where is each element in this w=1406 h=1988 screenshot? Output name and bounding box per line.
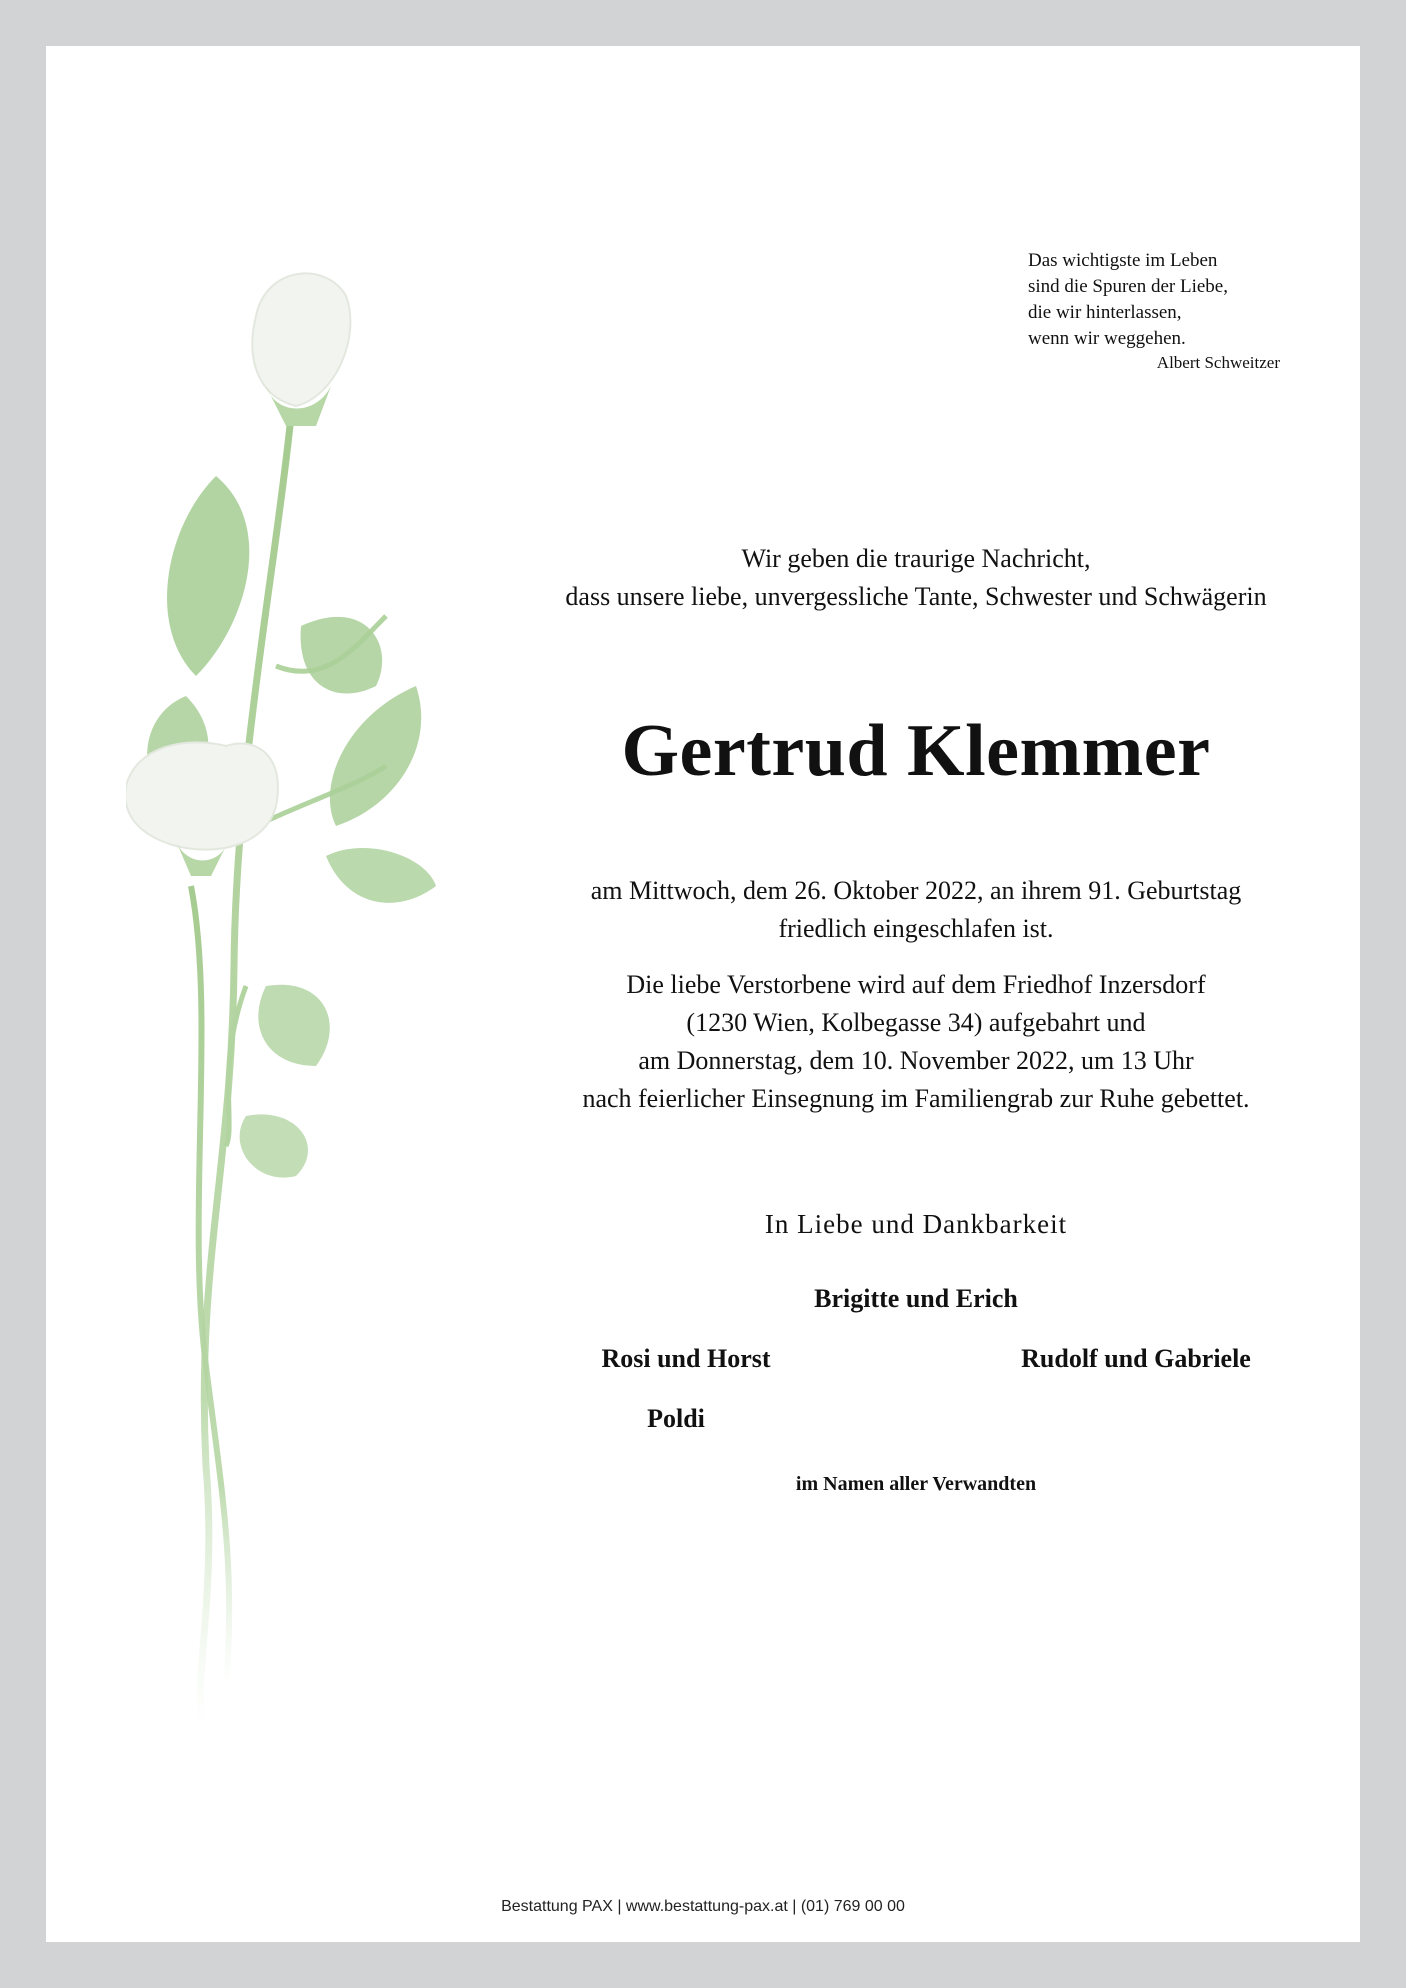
quote-block: [1028, 248, 1298, 374]
death-notice: [516, 872, 1316, 948]
quote-author: Albert Schweitzer: [1156, 353, 1280, 372]
intro-line: dass unsere liebe, unvergessliche Tante, Schwester und Schwägerin: [565, 582, 1267, 611]
white-rose-illustration: [126, 266, 526, 1746]
death-notice-line: am Mittwoch, dem 26. Oktober 2022, an ihrem 91. Geburtstag: [590, 876, 1242, 905]
obituary-sheet: [46, 46, 1360, 1942]
mourner-name: Rudolf und Gabriele: [1021, 1344, 1251, 1373]
intro-line: Wir geben die traurige Nachricht,: [741, 544, 1091, 573]
death-notice-line: friedlich eingeschlafen ist.: [778, 914, 1054, 943]
mourner-name: Brigitte und Erich: [814, 1284, 1018, 1313]
on-behalf-line: im Namen aller Verwandten: [795, 1473, 1037, 1495]
closing-phrase: In Liebe und Dankbarkeit: [764, 1209, 1068, 1239]
burial-line: nach feierlicher Einsegnung im Familiengrab zur Ruhe gebettet.: [582, 1084, 1250, 1113]
burial-line: am Donnerstag, dem 10. November 2022, um 13 Uhr: [638, 1046, 1194, 1075]
quote-line: sind die Spuren der Liebe,: [1028, 276, 1228, 297]
mourner-name: Poldi: [647, 1404, 705, 1433]
burial-details: [516, 966, 1316, 1118]
mourner-name: Rosi und Horst: [601, 1344, 771, 1373]
quote-line: die wir hinterlassen,: [1028, 302, 1182, 323]
burial-line: (1230 Wien, Kolbegasse 34) aufgebahrt und: [686, 1008, 1146, 1037]
footer-contact: Bestattung PAX | www.bestattung-pax.at | (01) 769 00 00: [501, 1898, 905, 1915]
burial-line: Die liebe Verstorbene wird auf dem Friedhof Inzersdorf: [626, 970, 1206, 999]
announcement-intro: [516, 540, 1316, 616]
quote-line: wenn wir weggehen.: [1028, 328, 1186, 349]
quote-line: Das wichtigste im Leben: [1028, 250, 1218, 271]
deceased-name: Gertrud Klemmer: [621, 710, 1211, 792]
